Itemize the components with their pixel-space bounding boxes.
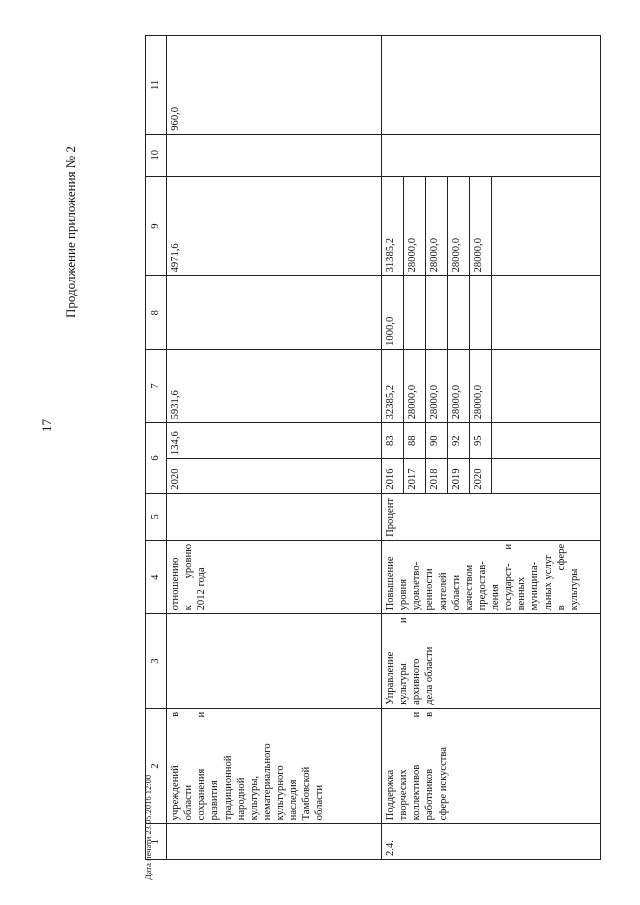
row-b-col7: 32385,2 <box>382 349 404 422</box>
row-b-col8 <box>426 276 448 349</box>
row-b-year: 2017 <box>404 459 426 494</box>
row-a-col9: 4971,6 <box>167 176 382 276</box>
row-a-col4: отношению к уровню 2012 года <box>167 540 382 613</box>
header-cell: 6 <box>146 423 167 493</box>
row-b-col7: 28000,0 <box>470 349 492 422</box>
row-b-col7: 28000,0 <box>426 349 448 422</box>
row-b-year: 2020 <box>470 459 492 494</box>
row-b-indicator-empty <box>492 423 601 459</box>
row-a-col2: учреждений в области сохранения и развития традиционной народной культуры, нематериального культурного наследия Тамбовской области <box>167 708 382 823</box>
header-cell: 5 <box>146 493 167 540</box>
header-cell: 9 <box>146 176 167 276</box>
row-b-col7: 28000,0 <box>448 349 470 422</box>
row-b-indicator: 95 <box>470 423 492 459</box>
row-b-col8 <box>448 276 470 349</box>
header-cell: 2 <box>146 708 167 823</box>
rotated-table-container <box>145 35 580 860</box>
row-b-col9: 28000,0 <box>470 176 492 276</box>
row-b-col4: Повышение уровня удовлетво- ренности жителей области качеством предостав- ления государст- и венных муниципа- льных услуг в сфере культуры <box>382 540 601 613</box>
row-b-col9: 28000,0 <box>404 176 426 276</box>
row-b-year: 2018 <box>426 459 448 494</box>
row-a-col3 <box>167 614 382 708</box>
header-cell: 3 <box>146 614 167 708</box>
row-a-year: 2020 <box>167 459 382 494</box>
row-b-col9: 28000,0 <box>448 176 470 276</box>
row-a-col10 <box>167 134 382 176</box>
row-b-col11 <box>382 36 601 135</box>
row-b-col9: 28000,0 <box>426 176 448 276</box>
row-b-col8: 1000,0 <box>382 276 404 349</box>
row-b-col8-empty <box>492 276 601 349</box>
row-b-year: 2019 <box>448 459 470 494</box>
row-b-col3: Управление культуры и архивного дела области <box>382 614 601 708</box>
row-b-col2: Поддержка творческих коллективов и работников в сфере искусства <box>382 708 601 823</box>
header-cell: 7 <box>146 349 167 422</box>
row-b-col7-empty <box>492 349 601 422</box>
row-b-indicator: 92 <box>448 423 470 459</box>
table-row <box>167 36 382 860</box>
row-b-indicator: 88 <box>404 423 426 459</box>
row-b-col9-empty <box>492 176 601 276</box>
row-b-year: 2016 <box>382 459 404 494</box>
row-b-col10 <box>382 134 601 176</box>
row-a-col5 <box>167 493 382 540</box>
row-b-col8 <box>470 276 492 349</box>
row-b-col8 <box>404 276 426 349</box>
table-row <box>382 36 404 860</box>
row-b-year-empty <box>492 459 601 494</box>
budget-table <box>145 35 601 860</box>
row-b-col9: 31385,2 <box>382 176 404 276</box>
row-b-col7: 28000,0 <box>404 349 426 422</box>
row-b-col5: Процент <box>382 493 601 540</box>
row-b-indicator: 83 <box>382 423 404 459</box>
print-date: Дата печати 23.05.2016 12:00 <box>143 774 153 880</box>
header-row <box>146 36 167 860</box>
row-b-indicator: 90 <box>426 423 448 459</box>
header-cell: 4 <box>146 540 167 613</box>
row-a-col8 <box>167 276 382 349</box>
appendix-caption: Продолжение приложения № 2 <box>63 146 78 318</box>
row-a-col11: 960,0 <box>167 36 382 135</box>
header-cell: 8 <box>146 276 167 349</box>
row-b-col1: 2.4. <box>382 824 601 860</box>
header-cell: 11 <box>146 36 167 135</box>
header-cell: 10 <box>146 134 167 176</box>
row-a-col1 <box>167 824 382 860</box>
header-cell: 1 <box>146 824 167 860</box>
row-a-col7: 5931,6 <box>167 349 382 422</box>
page-number: 17 <box>39 419 54 432</box>
row-a-indicator: 134,6 <box>167 423 382 459</box>
